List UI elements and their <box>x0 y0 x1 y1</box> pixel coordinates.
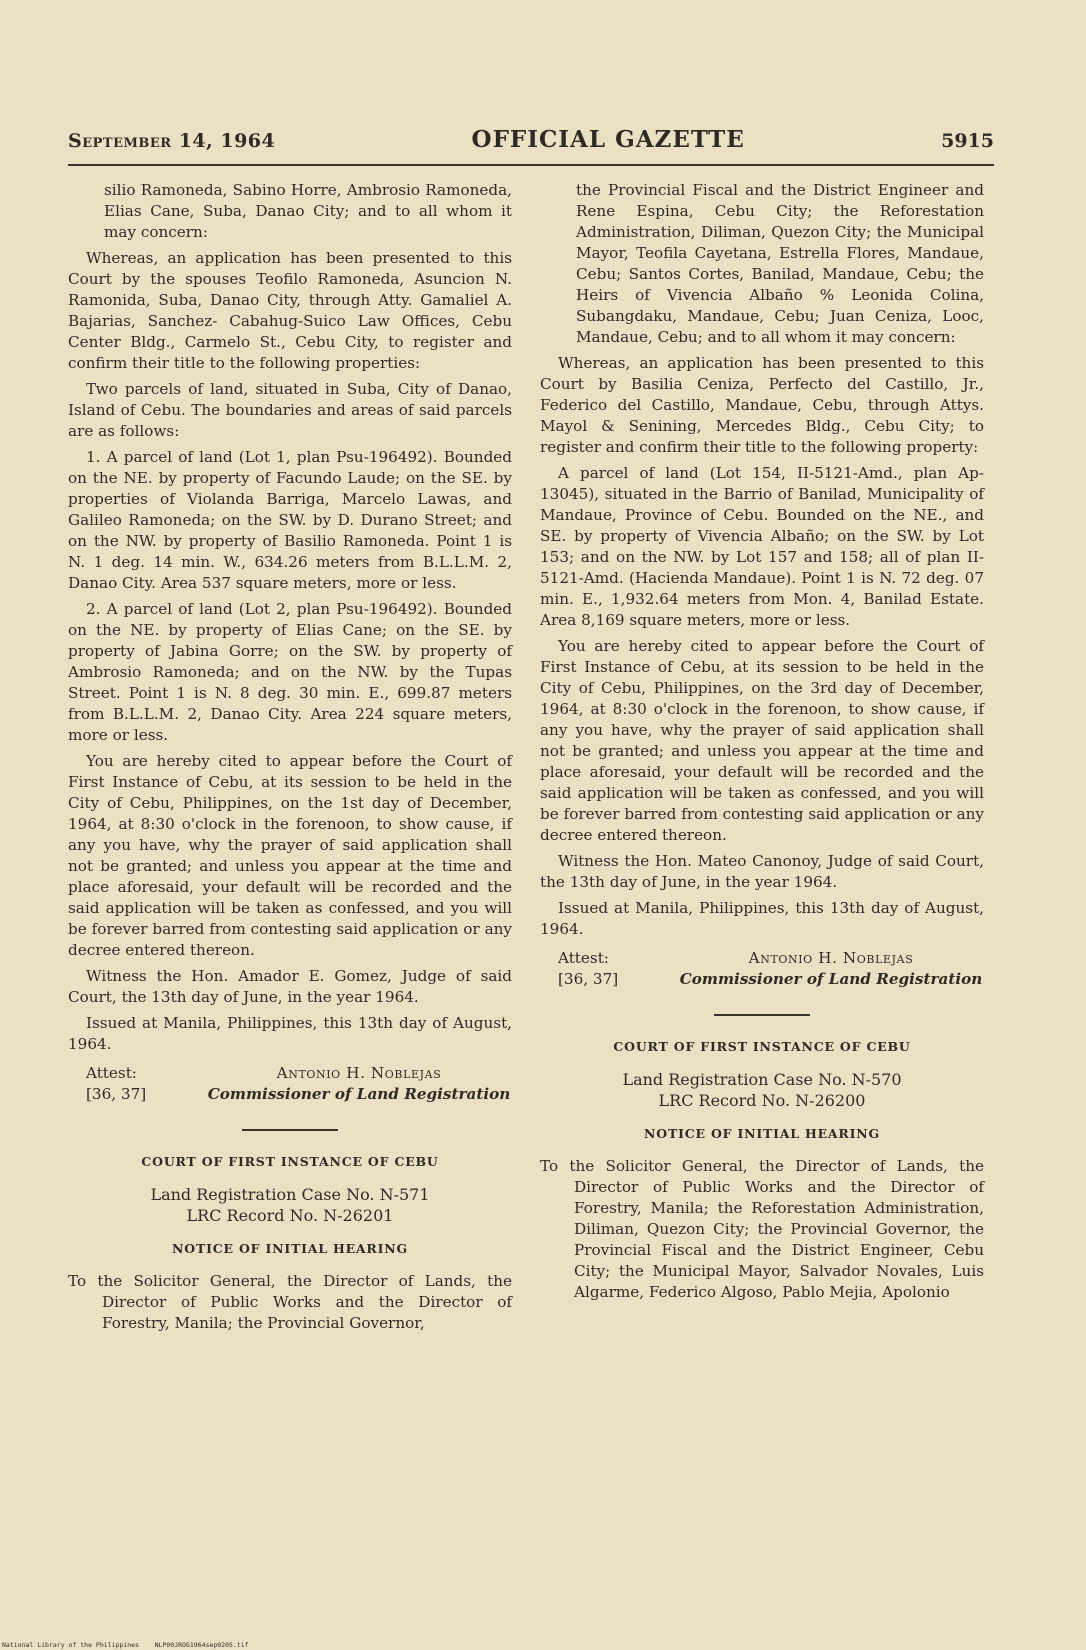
scan-footer <box>2 1641 249 1649</box>
header-rule <box>68 164 994 166</box>
paragraph: Witness the Hon. Mateo Canonoy, Judge of said Court, the 13th day of June, in the year 1964. <box>540 852 984 891</box>
attest-label: Attest: <box>558 949 609 967</box>
paragraph: A parcel of land (Lot 154, II-5121-Amd., plan Ap-13045), situated in the Barrio of Banilad, Municipality of Mandaue, Province of Cebu. Bounded on the NE., and SE. by property of Vivencia Albaño; on the SW. by Lot 153; and on the NW. by Lot 157 and 158; all of plan II-5121-Amd. (Hacienda Mandaue). Point 1 is N. 72 deg. 07 min. E., 1,932.64 meters from Mon. 4, Banilad Estate. Area 8,169 square meters, more or less. <box>540 464 984 629</box>
paragraph: Two parcels of land, situated in Suba, City of Danao, Island of Cebu. The boundaries and areas of said parcels are as follows: <box>68 380 512 440</box>
case-number: Land Registration Case No. N-570 <box>622 1070 902 1089</box>
addressee-continuation: silio Ramoneda, Sabino Horre, Ambrosio Ramoneda, Elias Cane, Suba, Danao City; and to all whom it may concern: <box>104 181 512 241</box>
attest-title: Commissioner of Land Registration <box>679 970 983 988</box>
attest-line <box>558 948 984 969</box>
case-numbers <box>68 1184 512 1226</box>
paragraph: Witness the Hon. Amador E. Gomez, Judge of said Court, the 13th day of June, in the year 1964. <box>68 967 512 1006</box>
paragraph: Issued at Manila, Philippines, this 13th day of August, 1964. <box>540 899 984 938</box>
court-heading: COURT OF FIRST INSTANCE OF CEBU <box>141 1154 439 1169</box>
attest-label: Attest: <box>86 1064 137 1082</box>
case-numbers <box>540 1069 984 1111</box>
paragraph: You are hereby cited to appear before the Court of First Instance of Cebu, at its session to be held in the City of Cebu, Philippines, on the 1st day of December, 1964, at 8:30 o'clock in the forenoon, to show cause, if any you have, why the prayer of said application shall not be granted; and unless you appear at the time and place aforesaid, your default will be recorded and the said application will be taken as confessed, and you will be forever barred from contesting said application or any decree entered thereon. <box>68 752 512 959</box>
reference-numbers: [36, 37] <box>86 1085 147 1103</box>
lrc-record-number: LRC Record No. N-26200 <box>658 1091 866 1110</box>
page-number: 5915 <box>941 130 994 152</box>
attest-title-line <box>558 969 984 990</box>
addressee-continuation: the Provincial Fiscal and the District Engineer and Rene Espina, Cebu City; the Reforestation Administration, Diliman, Quezon City; the Municipal Mayor, Teofila Cayetana, Estrella Flores, Mandaue, Cebu; Santos Cortes, Banilad, Mandaue, Cebu; the Heirs of Vivencia Albaño % Leonida Colina, Subangdaku, Mandaue, Cebu; Juan Ceniza, Looc, Mandaue, Cebu; and to all whom it may concern: <box>576 181 984 346</box>
attest-name: Antonio H. Noblejas <box>748 949 914 967</box>
case-number: Land Registration Case No. N-571 <box>150 1185 430 1204</box>
paragraph: Whereas, an application has been presented to this Court by Basilia Ceniza, Perfecto del Castillo, Jr., Federico del Castillo, Mandaue, Cebu, through Attys. Mayol & Senining, Mercedes Bldg., Cebu City; to register and confirm their title to the following property: <box>540 354 984 456</box>
paragraph: 2. A parcel of land (Lot 2, plan Psu-196492). Bounded on the NE. by property of Elias Cane; on the SE. by property of Jabina Gorre; on the SW. by property of Ambrosio Ramoneda; and on the NW. by the Tupas Street. Point 1 is N. 8 deg. 30 min. E., 699.87 meters from B.L.L.M. 2, Danao City. Area 224 square meters, more or less. <box>68 600 512 744</box>
reference-numbers: [36, 37] <box>558 970 619 988</box>
lrc-record-number: LRC Record No. N-26201 <box>186 1206 394 1225</box>
attest-title: Commissioner of Land Registration <box>207 1085 511 1103</box>
notice-heading: NOTICE OF INITIAL HEARING <box>644 1126 880 1141</box>
attest-line <box>86 1063 512 1084</box>
court-heading: COURT OF FIRST INSTANCE OF CEBU <box>613 1039 911 1054</box>
publication-title: OFFICIAL GAZETTE <box>471 126 745 153</box>
library-name: National Library of the Philippines <box>2 1641 139 1649</box>
notice-heading: NOTICE OF INITIAL HEARING <box>172 1241 408 1256</box>
page-header <box>68 126 994 158</box>
addressees: To the Solicitor General, the Director of Lands, the Director of Public Works and the Director of Forestry, Manila; the Reforestation Administration, Diliman, Quezon City; the Provincial Governor, the Provincial Fiscal and the District Engineer, Cebu City; the Municipal Mayor, Salvador Novales, Luis Algarme, Federico Algoso, Pablo Mejia, Apolonio <box>540 1157 984 1301</box>
paragraph: You are hereby cited to appear before the Court of First Instance of Cebu, at its session to be held in the City of Cebu, Philippines, on the 3rd day of December, 1964, at 8:30 o'clock in the forenoon, to show cause, if any you have, why the prayer of said application shall not be granted; and unless you appear at the time and place aforesaid, your default will be recorded and the said application will be taken as confessed, and you will be forever barred from contesting said application or any decree entered thereon. <box>540 637 984 844</box>
paragraph: Issued at Manila, Philippines, this 13th day of August, 1964. <box>68 1014 512 1053</box>
section-divider <box>242 1129 338 1131</box>
attest-name: Antonio H. Noblejas <box>276 1064 442 1082</box>
left-column <box>68 180 512 1339</box>
paragraph: Whereas, an application has been presented to this Court by the spouses Teofilo Ramoneda, Asuncion N. Ramonida, Suba, Danao City, through Atty. Gamaliel A. Bajarias, Sanchez- Cabahug-Suico Law Offices, Cebu Center Bldg., Carmelo St., Cebu City, to register and confirm their title to the following properties: <box>68 249 512 372</box>
issue-date: September 14, 1964 <box>68 130 276 152</box>
paragraph: 1. A parcel of land (Lot 1, plan Psu-196492). Bounded on the NE. by property of Facundo Laude; on the SE. by properties of Violanda Barriga, Marcelo Lawas, and Galileo Ramoneda; on the SW. by D. Durano Street; and on the NW. by property of Basilio Ramoneda. Point 1 is N. 1 deg. 14 min. W., 634.26 meters from B.L.L.M. 2, Danao City. Area 537 square meters, more or less. <box>68 448 512 592</box>
right-column <box>540 180 984 1308</box>
section-divider <box>714 1014 810 1016</box>
addressees: To the Solicitor General, the Director of Lands, the Director of Public Works and the Director of Forestry, Manila; the Provincial Governor, <box>68 1272 512 1332</box>
file-name: NLP00JROG1964sep0205.tif <box>154 1641 249 1649</box>
attest-title-line <box>86 1084 512 1105</box>
